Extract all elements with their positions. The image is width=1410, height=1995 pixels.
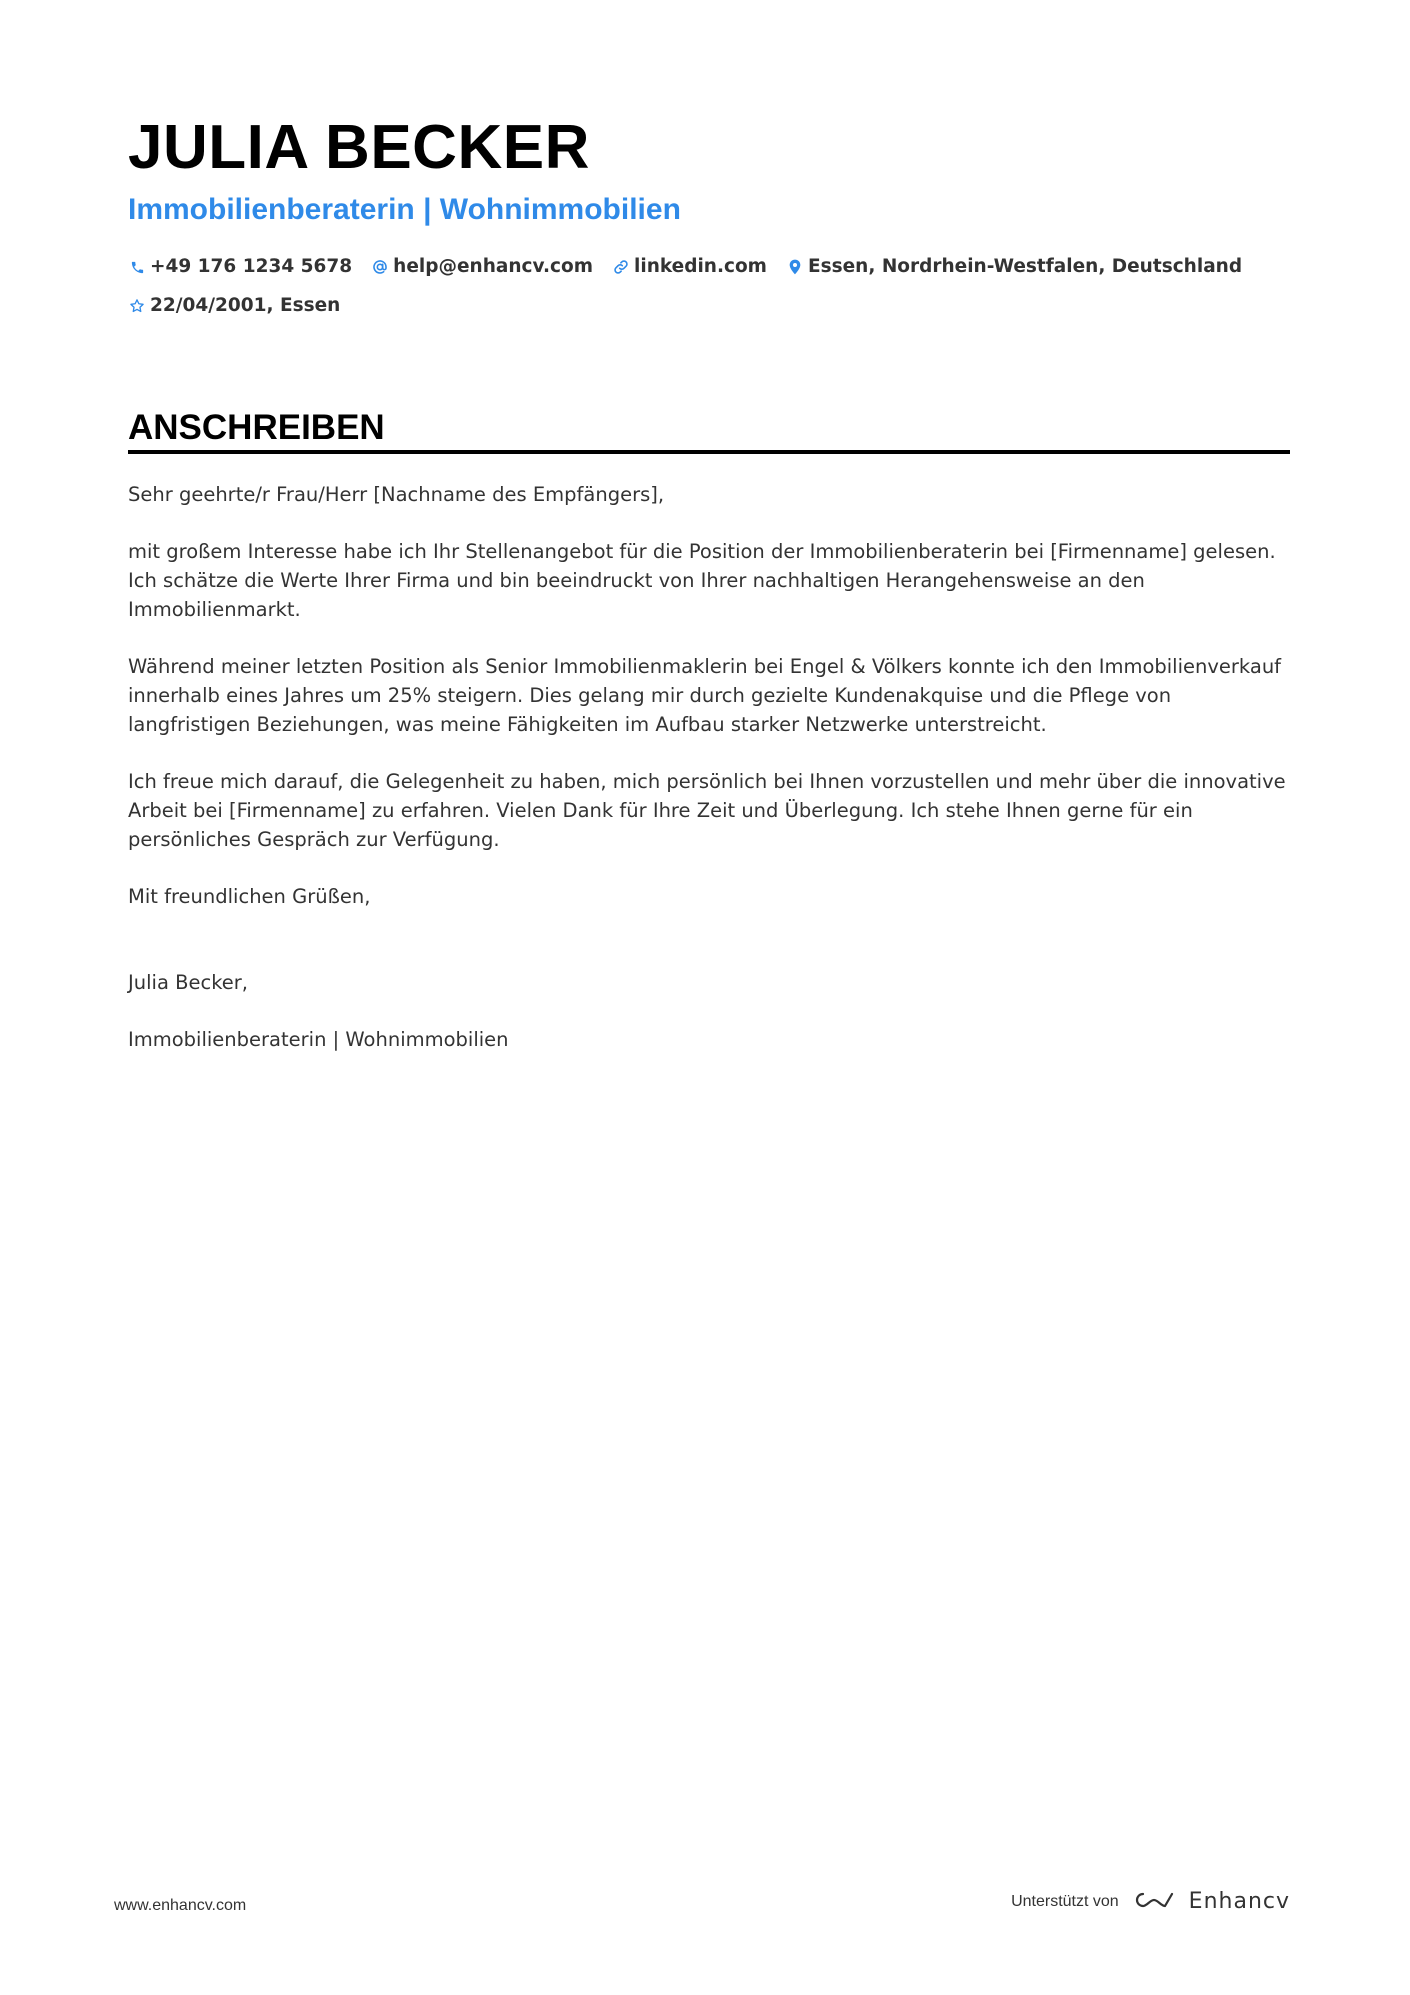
signature-title: Immobilienberaterin | Wohnimmobilien	[128, 1028, 509, 1051]
birth-text: 22/04/2001, Essen	[150, 295, 341, 316]
letter-paragraph: mit großem Interesse habe ich Ihr Stellenangebot für die Position der Immobilienberaterin bei [Firmenname] gelesen. Ich schätze die Werte Ihrer Firma und bin beeindruckt von Ihrer nachhaltigen Herangehensweise an den Immobilienmarkt.	[128, 540, 1276, 621]
powered-by-label: Unterstützt von	[1011, 1893, 1119, 1910]
candidate-name: JULIA BECKER	[128, 113, 590, 182]
section-title: ANSCHREIBEN	[128, 408, 385, 447]
location-text: Essen, Nordrhein-Westfalen, Deutschland	[807, 256, 1243, 277]
contact-linkedin	[612, 254, 767, 280]
enhancv-logo-icon	[1131, 1888, 1177, 1916]
letter-body	[128, 480, 1290, 1054]
letter-greeting: Sehr geehrte/r Frau/Herr [Nachname des Empfängers],	[128, 483, 665, 506]
signature-name: Julia Becker,	[128, 971, 248, 994]
contact-birth	[128, 293, 340, 319]
contact-email	[371, 254, 593, 280]
contact-row-secondary	[128, 293, 359, 319]
at-icon	[371, 258, 389, 276]
contact-row	[128, 254, 1261, 280]
footer-branding	[1011, 1888, 1290, 1916]
location-pin-icon	[786, 258, 804, 276]
contact-phone	[128, 254, 352, 280]
letter-closing: Mit freundlichen Grüßen,	[128, 885, 371, 908]
star-icon	[128, 297, 146, 315]
contact-location	[786, 254, 1242, 280]
footer-website-link[interactable]: www.enhancv.com	[114, 1897, 247, 1914]
candidate-headline: Immobilienberaterin | Wohnimmobilien	[128, 193, 681, 226]
phone-text: +49 176 1234 5678	[150, 256, 353, 277]
letter-paragraph: Während meiner letzten Position als Senior Immobilienmaklerin bei Engel & Völkers konnte ich den Immobilienverkauf innerhalb eines Jahres um 25% steigern. Dies gelang mir durch gezielte Kundenakquise und die Pflege von langfristigen Beziehungen, was meine Fähigkeiten im Aufbau starker Netzwerke unterstreicht.	[128, 655, 1282, 736]
brand-name: Enhancv	[1188, 1889, 1290, 1914]
section-divider	[128, 450, 1290, 454]
email-text: help@enhancv.com	[393, 256, 594, 277]
linkedin-text: linkedin.com	[634, 256, 767, 277]
phone-icon	[128, 258, 146, 276]
link-icon	[612, 258, 630, 276]
letter-paragraph: Ich freue mich darauf, die Gelegenheit zu haben, mich persönlich bei Ihnen vorzustellen und mehr über die innovative Arbeit bei [Firmenname] zu erfahren. Vielen Dank für Ihre Zeit und Überlegung. Ich stehe Ihnen gerne für ein persönliches Gespräch zur Verfügung.	[128, 770, 1286, 851]
